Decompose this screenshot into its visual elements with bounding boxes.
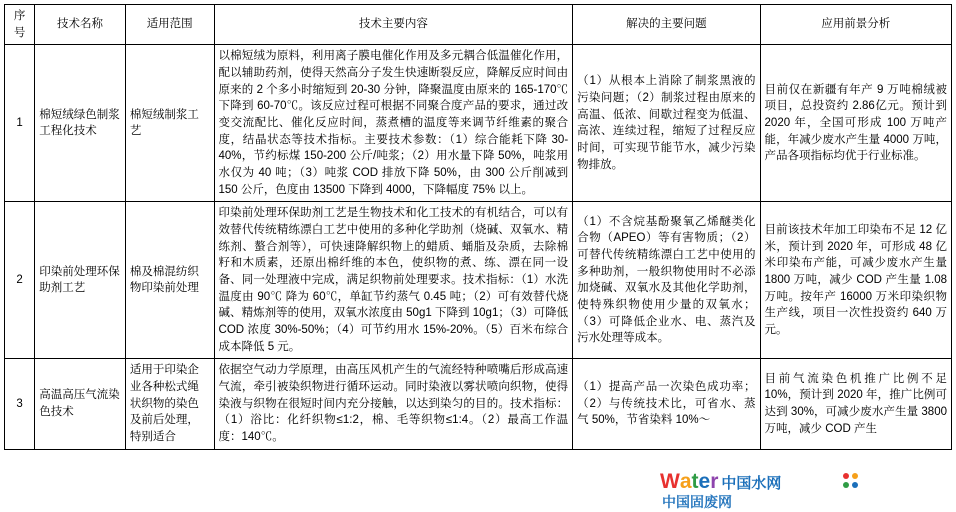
column-header-scope: 适用范围 [125,5,214,45]
cell-prospect: 目前仅在新疆有年产 9 万吨棉绒被项目，总投资约 2.86亿元。预计到 2020 年，全国可形成 100 万吨产能，年减少废水产生量 4000 万吨，产品各项指标均优于行业标准。 [760,45,951,202]
column-header-main-content: 技术主要内容 [214,5,573,45]
watermark-letter-a: a [679,470,692,493]
watermark-brand-cn: 中国水网 [721,474,782,492]
cell-main-content: 印染前处理环保助剂工艺是生物技术和化工技术的有机结合，可以有效替代传统精练漂白工艺中使用的多种化学助剂（烧碱、双氧水、精练剂、螯合剂等），可快速降解织物上的蜡质、蛹脂及杂质，去除棉籽和木质素，还原出棉纤维的本色，使织物的煮、练、漂在同一设备、同一处理液中完成，满足织物前处理要求。技术指标：（1）水洗温度由 90℃ 降为 60℃，单缸节约蒸气 0.45 吨；（2）可有效替代烧碱、精炼剂等的使用，双氧水浓度由 50g1 下降到 10g1；（3）可降低 COD 浓度 30%-50%；（4）可节约用水 15%-20%。（5）百米布综合成本降低 5 元。 [214,202,573,359]
cell-problems-solved: （1）提高产品一次染色成功率；（2）与传统技术比，可省水、蒸气 50%，节省染料 10%～ [573,359,760,449]
cell-problems-solved: （1）不含烷基酚聚氧乙烯醚类化合物（APEO）等有害物质；（2）可替代传统精练漂白工艺中使用的多种助剂，一般织物使用时不必添加烧碱、双氧水及其他化学助剂，使特殊织物使用少量的双氧水；（3）可降低企业水、电、蒸汽及污水处理等成本。 [573,202,760,359]
cell-scope: 棉短绒制浆工艺 [125,45,214,202]
cell-problems-solved: （1）从根本上消除了制浆黑液的污染问题；（2）制浆过程由原来的高温、低浓、间歇过程变为低温、高浓、连续过程，缩短了过程反应时间，可实现节能节水，减少污染物排放。 [573,45,760,202]
column-header-prospect: 应用前景分析 [760,5,951,45]
cell-technology-name: 高温高压气流染色技术 [35,359,126,449]
table-row [5,45,952,202]
cell-index: 1 [5,45,35,202]
cell-technology-name: 棉短绒绿色制浆工程化技术 [35,45,126,202]
technology-table [4,4,952,450]
table-header [5,5,952,45]
table-header-row [5,5,952,45]
cell-prospect: 目前气流染色机推广比例不足 10%，预计到 2020 年，推广比例可达到 30%，可减少废水产生量 3800 万吨，减少 COD 产生 [760,359,951,449]
column-header-technology-name: 技术名称 [35,5,126,45]
watermark-letter-e: e [698,470,711,493]
cell-scope: 适用于印染企业各种松式绳状织物的染色及前后处理，特别适合 [125,359,214,449]
cell-prospect: 目前该技术年加工印染布不足 12 亿米，预计到 2020 年，可形成 48 亿米印染布产能，可减少废水产生量 1800 万吨，减少 COD 产生量 1.08 万吨。按年产 16000 万米印染织物生产线，项目一次性投资约 640 万元。 [760,202,951,359]
column-header-index: 序号 [5,5,35,45]
cell-main-content: 以棉短绒为原料，利用离子膜电催化作用及多元耦合低温催化作用，配以辅助药剂，使得天然高分子发生快速断裂反应，降解反应时间由原来的 2 个多小时缩短到 20-30 分钟，降聚温度由原来的 165-170℃ 下降到 60-70℃。该反应过程可根据不同聚合度产品的要求，通过改变交流配比、催化反应时间，蒸煮槽的温度等来调节纤维素的聚合度，结晶状态等技术指标。主要技术参数：（1）综合能耗下降 30-40%，节约标煤 150-200 公斤/吨浆；（2）用水量下降 50%，吨浆用水仅为 40 吨；（3）吨浆 COD 排放下降 50%，由 300 公斤削减到 150 公斤，色度由 13500 下降到 4000，下降幅度 75% 以上。 [214,45,573,202]
table-row [5,202,952,359]
watermark [660,470,950,510]
watermark-subtext: 中国固废网 [662,494,732,510]
cell-main-content: 依据空气动力学原理，由高压风机产生的气流经特种喷嘴后形成高速气流，牵引被染织物进行循环运动。同时染液以雾状喷向织物，使得染液与织物在很短时间内充分接触，以达到染匀的目的。技术指标：（1）浴比：化纤织物≤1:2，棉、毛等织物≤1:4。（2）最高工作温度：140℃。 [214,359,573,449]
table-body [5,45,952,449]
watermark-brand [660,470,781,494]
cell-scope: 棉及棉混纺织物印染前处理 [125,202,214,359]
watermark-letter-r: r [710,470,719,493]
cell-technology-name: 印染前处理环保助剂工艺 [35,202,126,359]
cell-index: 3 [5,359,35,449]
watermark-dots-icon [843,473,865,495]
watermark-letter-t: t [691,470,699,493]
table-row [5,359,952,449]
watermark-letter-w: W [660,470,680,493]
cell-index: 2 [5,202,35,359]
column-header-problems-solved: 解决的主要问题 [573,5,760,45]
